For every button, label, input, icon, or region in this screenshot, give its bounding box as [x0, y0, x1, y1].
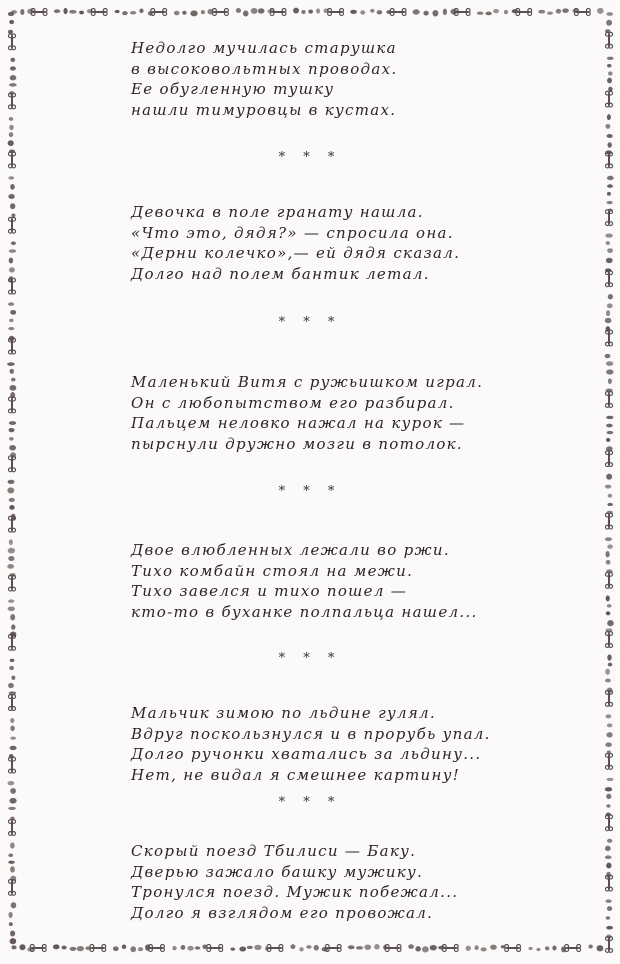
border-pebble	[299, 947, 303, 951]
border-bone-icon	[390, 9, 406, 16]
border-pebble	[606, 241, 611, 245]
border-pebble	[477, 11, 484, 14]
border-pebble	[9, 421, 16, 425]
border-pebble	[130, 11, 136, 15]
border-pebble	[545, 946, 549, 950]
stanza-line: Скорый поезд Тбилиси — Баку.	[131, 842, 417, 860]
border-pebble	[606, 551, 610, 557]
border-pebble	[11, 945, 16, 949]
border-pebble	[606, 438, 610, 442]
stanza-separator: * * *	[278, 795, 342, 810]
border-pebble	[293, 8, 299, 14]
border-bone-icon	[207, 945, 223, 952]
border-bone-icon	[149, 945, 165, 952]
border-pebble	[9, 249, 16, 253]
border-pebble	[115, 10, 120, 13]
stanza-4	[131, 540, 571, 622]
border-pebble	[174, 11, 180, 16]
border-pebble	[606, 369, 613, 374]
border-pebble	[8, 548, 15, 554]
border-bone-icon	[454, 9, 470, 16]
stanza-line: Он с любопытством его разбирал.	[131, 393, 455, 412]
border-pebble	[9, 505, 14, 510]
border-pebble	[7, 564, 14, 569]
border-bone-icon	[9, 217, 16, 233]
border-pebble	[606, 926, 613, 930]
border-bone-icon	[606, 271, 613, 287]
stanza-line: Долго ручонки хватались за льдину...	[131, 745, 482, 763]
stanza-1	[131, 38, 571, 120]
border-pebble	[350, 10, 357, 14]
border-pebble	[8, 556, 14, 561]
border-pebble	[11, 242, 16, 245]
border-pebble	[182, 11, 186, 15]
border-pebble	[9, 437, 14, 441]
border-pebble	[77, 946, 84, 951]
border-bone-icon	[516, 9, 532, 16]
border-pebble	[605, 855, 612, 859]
border-pebble	[608, 71, 613, 75]
border-bone-icon	[9, 338, 16, 354]
border-pebble	[360, 10, 365, 14]
border-bone-icon	[385, 945, 401, 952]
border-pebble	[605, 787, 612, 791]
border-bone-icon	[9, 34, 16, 50]
border-bone-icon	[442, 945, 458, 952]
border-pebble	[606, 595, 610, 601]
border-pebble	[54, 9, 60, 13]
border-pebble	[607, 248, 613, 253]
border-pebble	[607, 778, 614, 781]
stanza-line: Ее обугленную тушку	[131, 80, 335, 98]
border-pebble	[8, 912, 12, 918]
border-pebble	[10, 726, 14, 732]
border-bone-icon	[31, 9, 47, 16]
border-pebble	[243, 10, 249, 16]
border-pebble	[606, 474, 612, 480]
border-pebble	[481, 947, 487, 951]
border-pebble	[11, 624, 15, 629]
border-pebble	[493, 9, 499, 13]
border-pebble	[122, 11, 128, 15]
border-pebble	[607, 906, 612, 911]
border-pebble	[8, 861, 15, 864]
border-pebble	[290, 944, 295, 949]
border-bone-icon	[606, 91, 613, 107]
border-pebble	[605, 678, 611, 682]
border-pebble	[607, 723, 613, 727]
border-bone-icon	[325, 945, 341, 952]
stanza-line: Мальчик зимою по льдине гулял.	[131, 704, 436, 722]
border-pebble	[466, 946, 471, 951]
border-pebble	[8, 599, 14, 603]
border-pebble	[20, 9, 24, 15]
stanza-line: «Что это, дядя?» — спросила она.	[131, 223, 454, 242]
border-bone-icon	[606, 513, 613, 529]
border-pebble	[9, 666, 14, 670]
border-bone-icon	[606, 632, 613, 648]
border-bone-icon	[9, 820, 16, 836]
border-pebble	[606, 611, 611, 615]
border-pebble	[607, 544, 613, 548]
border-pebble	[113, 946, 119, 951]
stanza-line: Пальцем неловко нажал на курок —	[131, 414, 466, 432]
border-pebble	[254, 945, 261, 950]
border-pebble	[10, 736, 16, 739]
border-pebble	[9, 125, 13, 130]
border-pebble	[316, 8, 320, 13]
border-pebble	[606, 560, 611, 565]
border-pebble	[69, 10, 76, 14]
border-bone-icon	[606, 572, 613, 588]
stanza-line: Девочка в поле гранату нашла.	[131, 203, 424, 221]
border-pebble	[138, 947, 143, 951]
border-bone-icon	[606, 815, 613, 831]
border-bone-icon	[606, 754, 613, 770]
stanza-3	[131, 372, 571, 454]
border-pebble	[606, 361, 613, 366]
border-bone-icon	[606, 690, 613, 706]
border-pebble	[8, 302, 14, 306]
border-pebble	[432, 10, 438, 16]
border-pebble	[10, 203, 15, 209]
border-pebble	[607, 604, 612, 607]
border-pebble	[130, 946, 136, 952]
border-pebble	[10, 385, 17, 391]
stanza-5	[131, 703, 571, 785]
border-pebble	[606, 12, 613, 16]
border-pebble	[258, 8, 265, 13]
border-pebble	[306, 945, 311, 949]
border-pebble	[552, 945, 556, 950]
border-pebble	[374, 944, 380, 950]
border-bone-icon	[151, 9, 167, 16]
border-pebble	[181, 945, 186, 950]
border-pebble	[53, 944, 60, 949]
stanza-separator: * * *	[278, 315, 342, 330]
border-pebble	[607, 201, 613, 204]
border-pebble	[608, 294, 613, 299]
border-pebble	[605, 537, 612, 541]
stanza-line: Нет, не видал я смешнее картину!	[131, 765, 461, 784]
border-pebble	[547, 11, 553, 14]
stanza-line: Недолго мучилась старушка	[131, 39, 397, 57]
border-pebble	[607, 431, 614, 434]
stanza-separator: * * *	[278, 150, 342, 165]
border-pebble	[8, 683, 14, 688]
stanza-line: Двое влюбленных лежали во ржи.	[131, 541, 450, 559]
border-pebble	[10, 66, 16, 70]
border-pebble	[606, 916, 611, 920]
border-pebble	[10, 938, 17, 944]
stanza-2	[131, 202, 571, 284]
border-bone-icon	[565, 945, 581, 952]
border-pebble	[413, 9, 420, 14]
border-pebble	[187, 946, 193, 951]
border-pebble	[8, 12, 14, 16]
border-pebble	[607, 114, 611, 120]
border-pebble	[10, 58, 15, 62]
border-pebble	[606, 416, 613, 419]
stanza-line: кто-то в буханке полпальца нашел...	[131, 602, 478, 621]
border-pebble	[348, 945, 355, 949]
border-pebble	[10, 746, 17, 750]
stanza-line: Вдруг поскользнулся и в прорубь упал.	[131, 724, 491, 743]
border-pebble	[7, 362, 15, 365]
border-pebble	[239, 947, 246, 952]
border-pebble	[9, 539, 13, 545]
border-pebble	[9, 83, 17, 87]
border-pebble	[251, 8, 258, 14]
border-pebble	[607, 839, 612, 843]
border-pebble	[588, 944, 592, 948]
border-bone-icon	[606, 330, 613, 346]
border-pebble	[10, 184, 15, 190]
border-pebble	[63, 8, 67, 14]
border-pebble	[606, 258, 613, 263]
border-pebble	[605, 233, 613, 237]
border-pebble	[606, 732, 612, 737]
stanza-separator: * * *	[278, 651, 342, 666]
border-bone-icon	[9, 695, 16, 711]
border-pebble	[9, 20, 14, 24]
border-pebble	[314, 945, 319, 951]
border-bone-icon	[328, 9, 344, 16]
border-pebble	[79, 11, 84, 15]
border-pebble	[8, 781, 15, 785]
border-pebble	[606, 124, 611, 129]
stanza-line: Долго над полем бантик летал.	[131, 264, 430, 283]
border-pebble	[230, 948, 235, 951]
border-pebble	[597, 945, 604, 951]
border-pebble	[474, 945, 478, 950]
border-pebble	[605, 669, 610, 675]
border-pebble	[61, 946, 66, 950]
border-pebble	[605, 846, 611, 851]
stanza-line: Долго я взглядом его провожал.	[131, 903, 434, 922]
border-pebble	[301, 10, 305, 14]
border-bone-icon	[267, 945, 283, 952]
border-pebble	[10, 369, 14, 374]
border-pebble	[308, 9, 313, 13]
border-pebble	[10, 930, 15, 936]
border-pebble	[607, 503, 613, 506]
border-bone-icon	[90, 945, 106, 952]
border-bone-icon	[606, 451, 613, 467]
border-bone-icon	[606, 32, 613, 48]
border-pebble	[607, 303, 613, 308]
border-pebble	[201, 10, 205, 14]
border-pebble	[195, 946, 201, 949]
border-pebble	[8, 606, 15, 611]
stanza-line: Тронулся поезд. Мужик побежал...	[131, 883, 459, 901]
border-pebble	[9, 428, 15, 432]
stanza-line: в высоковольтных проводах.	[131, 59, 398, 78]
border-pebble	[356, 946, 363, 950]
border-pebble	[538, 10, 545, 14]
border-pebble	[536, 948, 540, 951]
stanza-line: «Дерни колечко»,— ей дядя сказал.	[131, 244, 461, 262]
border-pebble	[377, 10, 383, 14]
stanza-line: пырснули дружно мозги в потолок.	[131, 434, 463, 453]
border-pebble	[607, 184, 613, 188]
border-pebble	[10, 866, 15, 872]
stanza-separator: * * *	[278, 484, 342, 499]
stanza-6	[131, 841, 571, 923]
border-pebble	[607, 78, 612, 84]
border-pebble	[443, 9, 447, 15]
border-pebble	[607, 142, 611, 148]
border-pebble	[556, 9, 561, 14]
border-pebble	[10, 718, 14, 723]
border-pebble	[122, 945, 127, 949]
border-pebble	[608, 378, 612, 384]
border-pebble	[597, 8, 604, 14]
stanza-line: Тихо завелся и тихо пошел —	[131, 582, 408, 600]
border-bone-icon	[606, 937, 613, 953]
border-bone-icon	[505, 945, 521, 952]
border-pebble	[529, 947, 533, 950]
border-bone-icon	[9, 879, 16, 895]
border-pebble	[562, 8, 569, 13]
border-pebble	[606, 714, 612, 718]
border-pebble	[11, 902, 17, 908]
border-pebble	[9, 922, 13, 926]
border-pebble	[607, 620, 614, 626]
border-pebble	[11, 675, 15, 680]
border-pebble	[607, 64, 611, 67]
border-pebble	[172, 946, 176, 951]
border-pebble	[70, 947, 77, 951]
border-pebble	[8, 194, 14, 199]
border-bone-icon	[9, 575, 16, 591]
border-bone-icon	[606, 392, 613, 408]
border-pebble	[606, 20, 612, 26]
border-pebble	[504, 10, 508, 14]
stanza-line: Маленький Витя с ружьишком играл.	[131, 373, 484, 391]
border-pebble	[10, 842, 15, 848]
border-pebble	[9, 445, 16, 451]
border-pebble	[11, 378, 16, 382]
border-pebble	[9, 267, 15, 272]
border-bone-icon	[9, 397, 16, 413]
border-pebble	[606, 424, 613, 428]
border-pebble	[430, 945, 437, 950]
border-pebble	[607, 192, 611, 196]
border-pebble	[423, 11, 428, 16]
border-pebble	[606, 863, 611, 869]
border-bone-icon	[9, 757, 16, 773]
stanza-line: Дверью зажало башку мужику.	[131, 862, 424, 881]
border-pebble	[607, 57, 614, 60]
border-pebble	[9, 132, 13, 137]
border-pebble	[415, 946, 421, 951]
border-pebble	[8, 853, 13, 857]
border-pebble	[139, 8, 143, 13]
border-pebble	[9, 117, 14, 121]
border-pebble	[11, 214, 15, 218]
border-pebble	[10, 75, 17, 80]
border-pebble	[408, 944, 414, 949]
border-pebble	[10, 788, 16, 794]
border-pebble	[10, 614, 15, 620]
stanza-line: нашли тимуровцы в кустах.	[131, 100, 397, 119]
border-bone-icon	[91, 9, 107, 16]
border-pebble	[364, 944, 371, 949]
border-pebble	[607, 176, 614, 180]
border-pebble	[485, 12, 491, 16]
border-pebble	[8, 176, 14, 179]
border-bone-icon	[9, 456, 16, 472]
border-pebble	[9, 257, 13, 263]
border-pebble	[490, 945, 497, 950]
border-pebble	[236, 8, 241, 13]
border-pebble	[190, 10, 197, 16]
border-pebble	[605, 899, 611, 902]
border-pebble	[607, 134, 613, 138]
border-pebble	[247, 946, 253, 949]
border-pebble	[605, 354, 611, 358]
stanza-line: Тихо комбайн стоял на межи.	[131, 561, 414, 580]
border-pebble	[19, 944, 25, 950]
border-bone-icon	[213, 9, 229, 16]
border-pebble	[370, 9, 374, 13]
border-pebble	[8, 140, 14, 146]
border-bone-icon	[606, 875, 613, 891]
border-bone-icon	[9, 93, 16, 109]
border-pebble	[605, 742, 612, 747]
border-bone-icon	[606, 210, 613, 226]
border-pebble	[422, 946, 429, 952]
